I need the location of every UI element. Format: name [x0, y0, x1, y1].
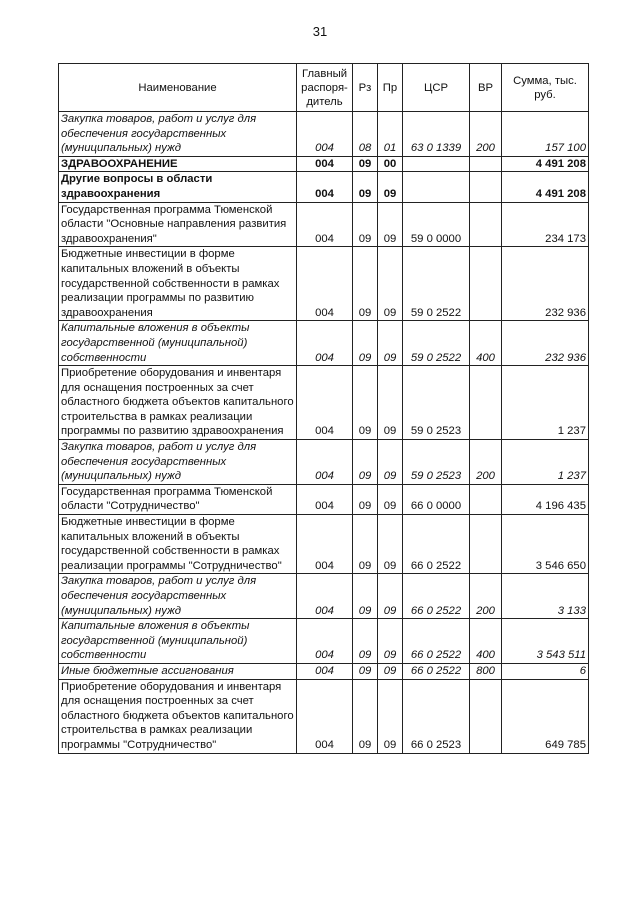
cell-vr: [470, 156, 502, 172]
cell-admin: 004: [297, 156, 353, 172]
cell-pr: 09: [378, 321, 403, 366]
cell-sum: 3 543 511: [502, 619, 589, 664]
cell-sum: 157 100: [502, 112, 589, 157]
table-row: [59, 619, 589, 664]
cell-admin: 004: [297, 172, 353, 202]
cell-name: Бюджетные инвестиции в форме капитальных вложений в объекты государственной собственности в рамках реализации программы "Сотрудничество": [59, 515, 297, 574]
cell-csr: [403, 172, 470, 202]
table-row: [59, 172, 589, 202]
table-row: [59, 247, 589, 321]
table-row: [59, 202, 589, 247]
cell-admin: 004: [297, 202, 353, 247]
cell-name: Капитальные вложения в объекты государственной (муниципальной) собственности: [59, 619, 297, 664]
cell-sum: 1 237: [502, 366, 589, 440]
cell-csr: 59 0 2522: [403, 321, 470, 366]
cell-csr: [403, 156, 470, 172]
cell-sum: 232 936: [502, 321, 589, 366]
cell-rz: 09: [353, 440, 378, 485]
cell-vr: [470, 247, 502, 321]
cell-sum: 4 196 435: [502, 484, 589, 514]
cell-admin: 004: [297, 515, 353, 574]
cell-sum: 3 546 650: [502, 515, 589, 574]
cell-sum: 232 936: [502, 247, 589, 321]
cell-vr: 400: [470, 321, 502, 366]
cell-pr: 09: [378, 202, 403, 247]
cell-pr: 09: [378, 679, 403, 753]
cell-sum: 234 173: [502, 202, 589, 247]
cell-name: Государственная программа Тюменской области "Основные направления развития здравоохранения": [59, 202, 297, 247]
cell-admin: 004: [297, 112, 353, 157]
cell-name: Закупка товаров, работ и услуг для обеспечения государственных (муниципальных) нужд: [59, 112, 297, 157]
cell-vr: 800: [470, 663, 502, 679]
cell-sum: 3 133: [502, 574, 589, 619]
table-body: [59, 112, 589, 754]
cell-pr: 09: [378, 366, 403, 440]
cell-rz: 09: [353, 366, 378, 440]
cell-pr: 00: [378, 156, 403, 172]
header-pr: Пр: [378, 64, 403, 112]
cell-pr: 09: [378, 574, 403, 619]
table-row: [59, 574, 589, 619]
header-rz: Рз: [353, 64, 378, 112]
cell-name: ЗДРАВООХРАНЕНИЕ: [59, 156, 297, 172]
cell-pr: 09: [378, 515, 403, 574]
header-admin: Главный распоря-дитель: [297, 64, 353, 112]
cell-vr: [470, 515, 502, 574]
cell-admin: 004: [297, 440, 353, 485]
cell-pr: 09: [378, 484, 403, 514]
cell-csr: 59 0 2523: [403, 366, 470, 440]
cell-pr: 09: [378, 440, 403, 485]
table-row: [59, 515, 589, 574]
cell-vr: [470, 172, 502, 202]
header-name: Наименование: [59, 64, 297, 112]
cell-rz: 08: [353, 112, 378, 157]
table-row: [59, 484, 589, 514]
table-row: [59, 321, 589, 366]
cell-name: Государственная программа Тюменской области "Сотрудничество": [59, 484, 297, 514]
cell-vr: 200: [470, 440, 502, 485]
cell-rz: 09: [353, 202, 378, 247]
budget-table: [58, 63, 589, 754]
cell-vr: 200: [470, 574, 502, 619]
cell-pr: 09: [378, 619, 403, 664]
cell-admin: 004: [297, 484, 353, 514]
cell-rz: 09: [353, 574, 378, 619]
cell-csr: 59 0 2523: [403, 440, 470, 485]
cell-csr: 63 0 1339: [403, 112, 470, 157]
cell-pr: 01: [378, 112, 403, 157]
cell-rz: 09: [353, 679, 378, 753]
cell-csr: 59 0 0000: [403, 202, 470, 247]
cell-name: Другие вопросы в области здравоохранения: [59, 172, 297, 202]
cell-csr: 59 0 2522: [403, 247, 470, 321]
table-row: [59, 156, 589, 172]
cell-name: Закупка товаров, работ и услуг для обеспечения государственных (муниципальных) нужд: [59, 440, 297, 485]
cell-rz: 09: [353, 156, 378, 172]
page-number: 31: [312, 24, 328, 39]
cell-sum: 4 491 208: [502, 172, 589, 202]
cell-rz: 09: [353, 321, 378, 366]
cell-csr: 66 0 2522: [403, 663, 470, 679]
cell-vr: [470, 202, 502, 247]
cell-admin: 004: [297, 619, 353, 664]
table-row: [59, 679, 589, 753]
table-row: [59, 440, 589, 485]
cell-vr: [470, 679, 502, 753]
cell-vr: [470, 484, 502, 514]
cell-csr: 66 0 0000: [403, 484, 470, 514]
cell-pr: 09: [378, 172, 403, 202]
cell-admin: 004: [297, 366, 353, 440]
cell-name: Капитальные вложения в объекты государственной (муниципальной) собственности: [59, 321, 297, 366]
table-row: [59, 112, 589, 157]
cell-sum: 1 237: [502, 440, 589, 485]
cell-rz: 09: [353, 484, 378, 514]
cell-admin: 004: [297, 574, 353, 619]
cell-admin: 004: [297, 247, 353, 321]
cell-admin: 004: [297, 679, 353, 753]
cell-name: Приобретение оборудования и инвентаря для оснащения построенных за счет областного бюджета объектов капитального строительства в рамках реализации программы по развитию здравоохранения: [59, 366, 297, 440]
cell-rz: 09: [353, 515, 378, 574]
cell-admin: 004: [297, 663, 353, 679]
cell-name: Приобретение оборудования и инвентаря для оснащения построенных за счет областного бюджета объектов капитального строительства в рамках реализации программы "Сотрудничество": [59, 679, 297, 753]
cell-sum: 4 491 208: [502, 156, 589, 172]
cell-csr: 66 0 2523: [403, 679, 470, 753]
cell-csr: 66 0 2522: [403, 619, 470, 664]
cell-vr: 400: [470, 619, 502, 664]
header-vr: ВР: [470, 64, 502, 112]
cell-rz: 09: [353, 663, 378, 679]
table-row: [59, 663, 589, 679]
table-row: [59, 366, 589, 440]
cell-name: Бюджетные инвестиции в форме капитальных вложений в объекты государственной собственности в рамках реализации программы по развитию здравоохранения: [59, 247, 297, 321]
cell-name: Иные бюджетные ассигнования: [59, 663, 297, 679]
header-sum: Сумма, тыс. руб.: [502, 64, 589, 112]
cell-vr: 200: [470, 112, 502, 157]
header-csr: ЦСР: [403, 64, 470, 112]
cell-vr: [470, 366, 502, 440]
cell-rz: 09: [353, 247, 378, 321]
cell-name: Закупка товаров, работ и услуг для обеспечения государственных (муниципальных) нужд: [59, 574, 297, 619]
cell-sum: 6: [502, 663, 589, 679]
cell-admin: 004: [297, 321, 353, 366]
cell-sum: 649 785: [502, 679, 589, 753]
cell-rz: 09: [353, 172, 378, 202]
cell-rz: 09: [353, 619, 378, 664]
cell-pr: 09: [378, 247, 403, 321]
header-row: [59, 64, 589, 112]
cell-pr: 09: [378, 663, 403, 679]
cell-csr: 66 0 2522: [403, 515, 470, 574]
cell-csr: 66 0 2522: [403, 574, 470, 619]
